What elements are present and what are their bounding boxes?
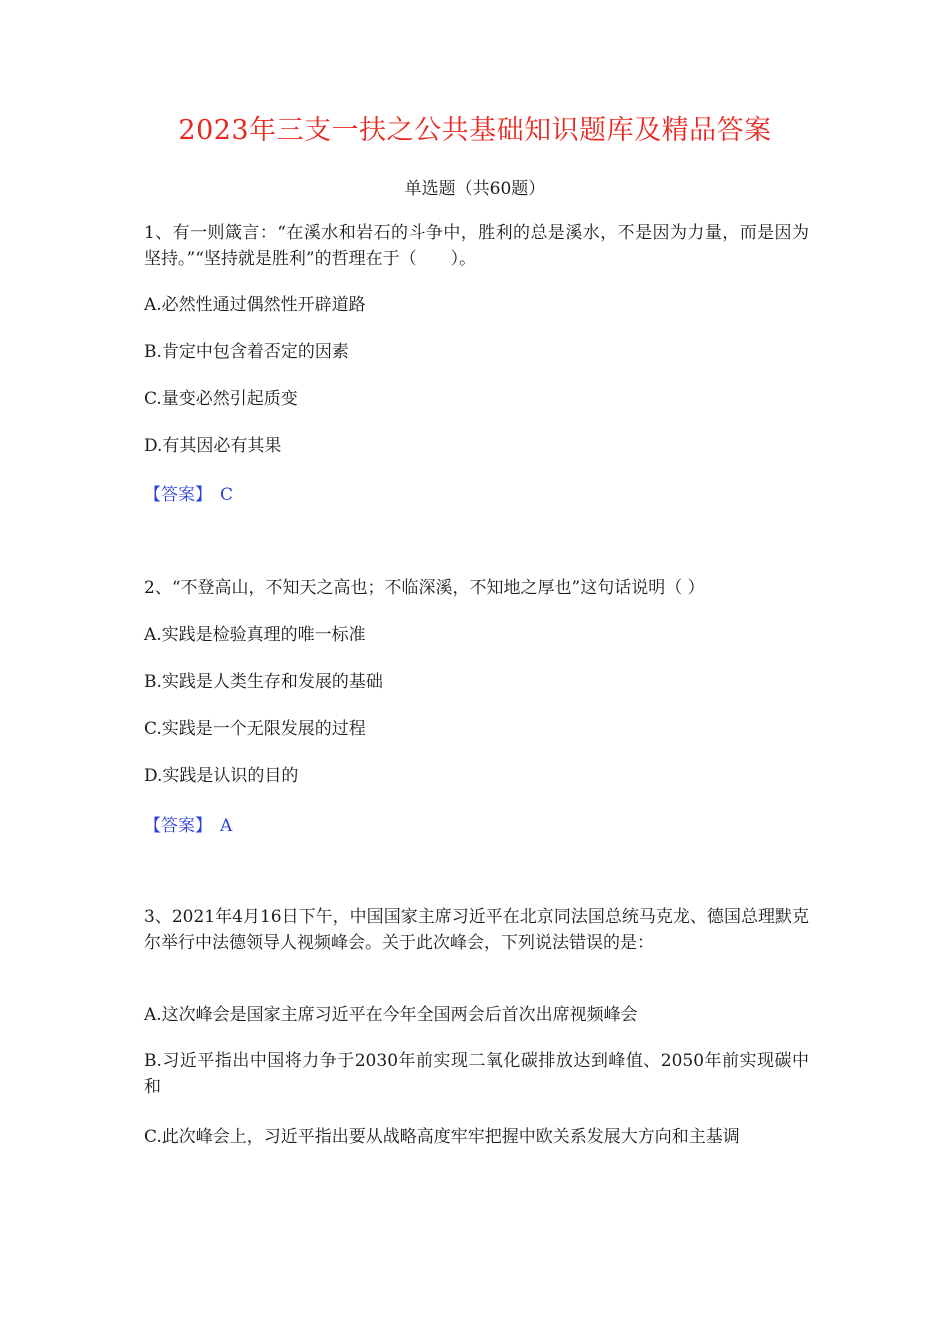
question-2-option-a: A.实践是检验真理的唯一标准 [144,625,366,645]
question-1-stem: 1、有一则箴言：“在溪水和岩石的斗争中，胜利的总是溪水，不是因为力量，而是因为坚持。”“坚持就是胜利”的哲理在于（ ）。 [144,223,809,269]
question-3-option-a: A.这次峰会是国家主席习近平在今年全国两会后首次出席视频峰会 [144,1005,638,1025]
question-1-answer [144,480,233,505]
answer-value: C [220,485,234,505]
question-3-stem: 3、2021年4月16日下午，中国国家主席习近平在北京同法国总统马克龙、德国总理默克尔举行中法德领导人视频峰会。关于此次峰会，下列说法错误的是： [144,907,809,953]
question-2-stem: 2、“不登高山，不知天之高也；不临深溪，不知地之厚也”这句话说明（ ） [144,578,705,598]
question-1-option-d: D.有其因必有其果 [144,436,282,456]
answer-value: A [220,816,233,836]
question-3-option-c: C.此次峰会上，习近平指出要从战略高度牢牢把握中欧关系发展大方向和主基调 [144,1127,740,1147]
document-title: 2023年三支一扶之公共基础知识题库及精品答案 [178,115,772,146]
question-1-option-b: B.肯定中包含着否定的因素 [144,342,349,362]
answer-label: 【答案】 [144,816,212,836]
question-2-option-c: C.实践是一个无限发展的过程 [144,719,366,739]
question-1-option-c: C.量变必然引起质变 [144,389,298,409]
question-2-option-d: D.实践是认识的目的 [144,766,299,786]
question-2-answer [144,811,232,836]
question-2-option-b: B.实践是人类生存和发展的基础 [144,672,383,692]
section-heading: 单选题（共60题） [404,179,546,199]
answer-label: 【答案】 [144,485,212,505]
question-3-option-b: B.习近平指出中国将力争于2030年前实现二氧化碳排放达到峰值、2050年前实现碳中和 [144,1051,809,1097]
question-1-option-a: A.必然性通过偶然性开辟道路 [144,295,366,315]
